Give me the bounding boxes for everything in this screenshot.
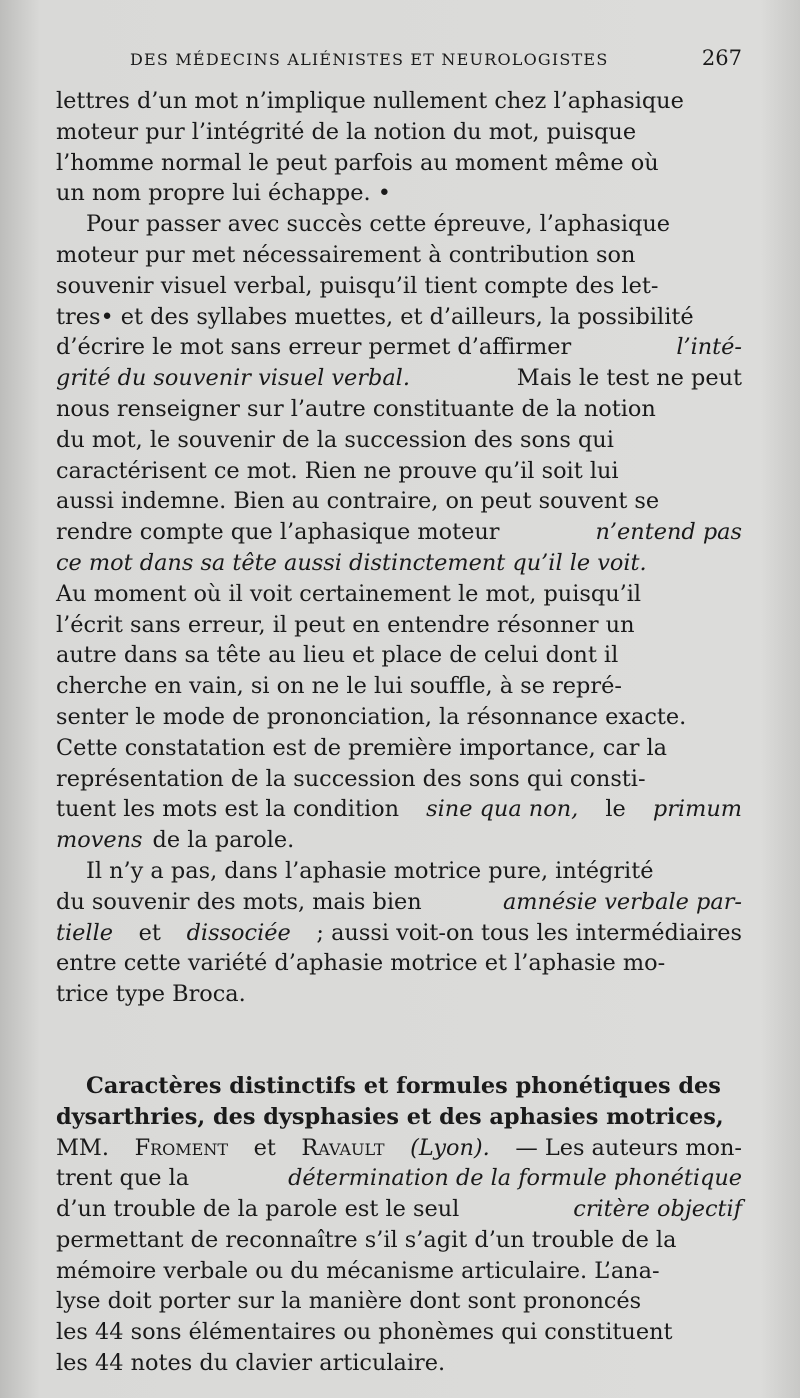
text-line: moteur pur l’intégrité de la notion du mot, puisque bbox=[56, 118, 637, 145]
text-line: d’écrire le mot sans erreur permet d’affirmer l’inté- bbox=[56, 334, 742, 361]
page-number: 267 bbox=[701, 46, 742, 70]
text-line: les 44 sons élémentaires ou phonèmes qui constituent bbox=[56, 1319, 673, 1346]
text-line: tielle et dissociée ; aussi voit-on tous les intermédiaires bbox=[56, 919, 742, 946]
text-line: d’un trouble de la parole est le seul critère objectif bbox=[56, 1196, 742, 1223]
author-name: Froment bbox=[134, 1134, 228, 1161]
section-title-line: Caractères distinctifs et formules phonétiques des bbox=[86, 1072, 721, 1099]
running-header bbox=[130, 46, 742, 70]
text-line: représentation de la succession des sons qui consti- bbox=[56, 765, 646, 792]
text-line: aussi indemne. Bien au contraire, on peut souvent se bbox=[56, 488, 660, 515]
text-line: movens de la parole. bbox=[56, 827, 295, 854]
text-line: les 44 notes du clavier articulaire. bbox=[56, 1350, 446, 1377]
text-line: du souvenir des mots, mais bien amnésie verbale par- bbox=[56, 888, 742, 915]
text-line: cherche en vain, si on ne le lui souffle, à se repré- bbox=[56, 673, 622, 700]
section-gap bbox=[56, 1010, 742, 1071]
text-line: l’homme normal le peut parfois au moment même où bbox=[56, 149, 659, 176]
page-body bbox=[56, 86, 742, 1379]
author-name: Ravault bbox=[301, 1134, 385, 1161]
section-title-line: dysarthries, des dysphasies et des aphasies motrices, bbox=[56, 1103, 724, 1130]
text-line: trent que la détermination de la formule phonétique bbox=[56, 1165, 742, 1192]
text-line: entre cette variété d’aphasie motrice et l’aphasie mo- bbox=[56, 950, 666, 977]
running-title: DES MÉDECINS ALIÉNISTES ET NEUROLOGISTES bbox=[130, 50, 609, 69]
text-line: souvenir visuel verbal, puisqu’il tient compte des let- bbox=[56, 272, 659, 299]
text-line: permettant de reconnaître s’il s’agit d’un trouble de la bbox=[56, 1226, 677, 1253]
text-line: caractérisent ce mot. Rien ne prouve qu’il soit lui bbox=[56, 457, 619, 484]
text-line: tres• et des syllabes muettes, et d’ailleurs, la possibilité bbox=[56, 303, 694, 330]
text-line: lettres d’un mot n’implique nullement chez l’aphasique bbox=[56, 88, 684, 114]
text-line: lyse doit porter sur la manière dont sont prononcés bbox=[56, 1288, 642, 1315]
text-line: moteur pur met nécessairement à contribution son bbox=[56, 241, 636, 268]
text-line: ce mot dans sa tête aussi distinctement qu’il le voit. bbox=[56, 549, 647, 576]
text-line: Cette constatation est de première importance, car la bbox=[56, 734, 668, 761]
text-line: MM. Froment et Ravault (Lyon). — Les auteurs mon- bbox=[56, 1133, 742, 1164]
text-line: Pour passer avec succès cette épreuve, l’aphasique bbox=[86, 211, 671, 238]
text-line: senter le mode de prononciation, la résonnance exacte. bbox=[56, 703, 687, 730]
text-line: Au moment où il voit certainement le mot, puisqu’il bbox=[56, 580, 642, 607]
text-line: autre dans sa tête au lieu et place de celui dont il bbox=[56, 642, 619, 669]
text-line: trice type Broca. bbox=[56, 981, 246, 1008]
text-line: tuent les mots est la condition sine qua non, le primum bbox=[56, 796, 742, 823]
text-line: l’écrit sans erreur, il peut en entendre résonner un bbox=[56, 611, 635, 638]
text-line: nous renseigner sur l’autre constituante de la notion bbox=[56, 395, 656, 422]
text-line: mémoire verbale ou du mécanisme articulaire. L’ana- bbox=[56, 1257, 660, 1284]
text-line: Il n’y a pas, dans l’aphasie motrice pure, intégrité bbox=[86, 857, 654, 884]
text-line: du mot, le souvenir de la succession des sons qui bbox=[56, 426, 614, 453]
text-line: un nom propre lui échappe. • bbox=[56, 180, 391, 207]
text-line: rendre compte que l’aphasique moteur n’entend pas bbox=[56, 519, 742, 546]
text-line: grité du souvenir visuel verbal. Mais le test ne peut bbox=[56, 365, 742, 392]
